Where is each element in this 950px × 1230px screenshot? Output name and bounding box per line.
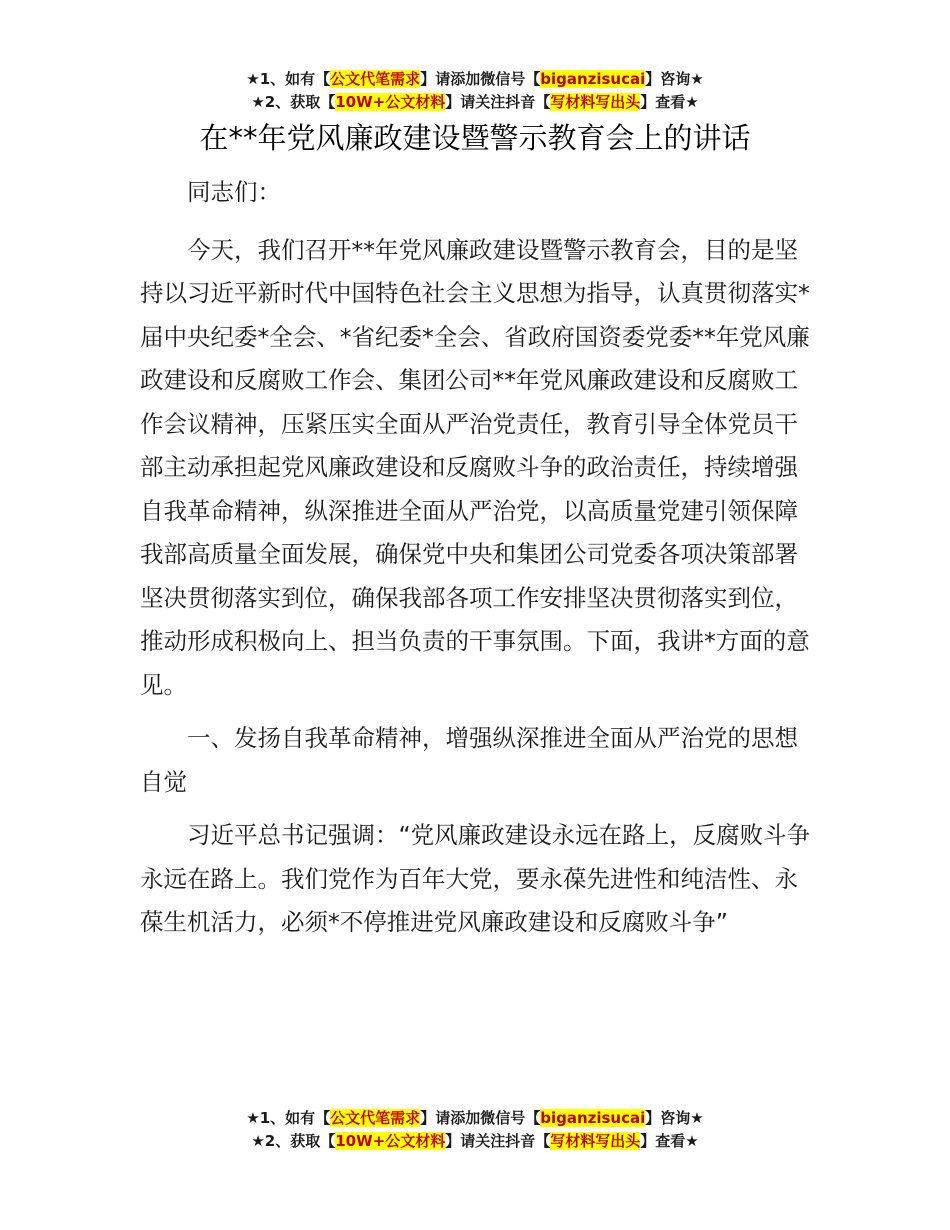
promo-highlight: 写材料写出头 bbox=[550, 93, 641, 111]
promo-line-1 bbox=[0, 68, 950, 91]
section-heading: 一、发扬自我革命精神，增强纵深推进全面从严治党的思想自觉 bbox=[140, 724, 798, 796]
promo-highlight: 公文代笔需求 bbox=[330, 1109, 421, 1127]
promo-header bbox=[0, 68, 950, 114]
paragraph: 今天，我们召开**年党风廉政建设暨警示教育会，目的是坚持以习近平新时代中国特色社会主义思想为指导，认真贯彻落实*届中央纪委*全会、*省纪委*全会、省政府国资委党委**年党风廉政建设和反腐败工作会、集团公司**年党风廉政建设和反腐败工作会议精神，压紧压实全面从严治党责任，教育引导全体党员干部主动承担起党风廉政建设和反腐败斗争的政治责任，持续增强自我革命精神，纵深推进全面从严治党，以高质量党建引领保障我部高质量全面发展，确保党中央和集团公司党委各项决策部署坚决贯彻落实到位，确保我部各项工作安排坚决贯彻落实到位，推动形成积极向上、担当负责的干事氛围。下面，我讲*方面的意见。 bbox=[140, 235, 810, 699]
document-title: 在**年党风廉政建设暨警示教育会上的讲话 bbox=[199, 121, 751, 155]
promo-text: ★2、获取【 bbox=[251, 1132, 336, 1150]
promo-line-2 bbox=[0, 91, 950, 114]
promo-highlight: biganzisucai bbox=[540, 70, 646, 88]
promo-highlight: 公文代笔需求 bbox=[330, 70, 421, 88]
promo-text: 】请添加微信号【 bbox=[420, 70, 541, 88]
promo-line-1 bbox=[0, 1107, 950, 1130]
promo-highlight: biganzisucai bbox=[540, 1109, 646, 1127]
promo-text: 】请添加微信号【 bbox=[420, 1109, 541, 1127]
promo-text: 】咨询★ bbox=[645, 70, 704, 88]
paragraph: 习近平总书记强调：“党风廉政建设永远在路上，反腐败斗争永远在路上。我们党作为百年大党，要永葆先进性和纯洁性、永葆生机活力，必须*不停推进党风廉政建设和反腐败斗争” bbox=[140, 821, 811, 936]
promo-highlight: 10W+公文材料 bbox=[335, 1132, 446, 1150]
salutation: 同志们： bbox=[187, 178, 281, 206]
promo-text: ★1、如有【 bbox=[246, 70, 331, 88]
promo-text: 】请关注抖音【 bbox=[445, 93, 551, 111]
promo-text: 】查看★ bbox=[640, 1132, 699, 1150]
document-body bbox=[140, 171, 812, 955]
promo-text: ★1、如有【 bbox=[246, 1109, 331, 1127]
promo-highlight: 写材料写出头 bbox=[550, 1132, 641, 1150]
promo-line-2 bbox=[0, 1130, 950, 1153]
promo-footer bbox=[0, 1107, 950, 1153]
promo-text: 】查看★ bbox=[640, 93, 699, 111]
promo-highlight: 10W+公文材料 bbox=[335, 93, 446, 111]
promo-text: ★2、获取【 bbox=[251, 93, 336, 111]
promo-text: 】咨询★ bbox=[645, 1109, 704, 1127]
promo-text: 】请关注抖音【 bbox=[445, 1132, 551, 1150]
